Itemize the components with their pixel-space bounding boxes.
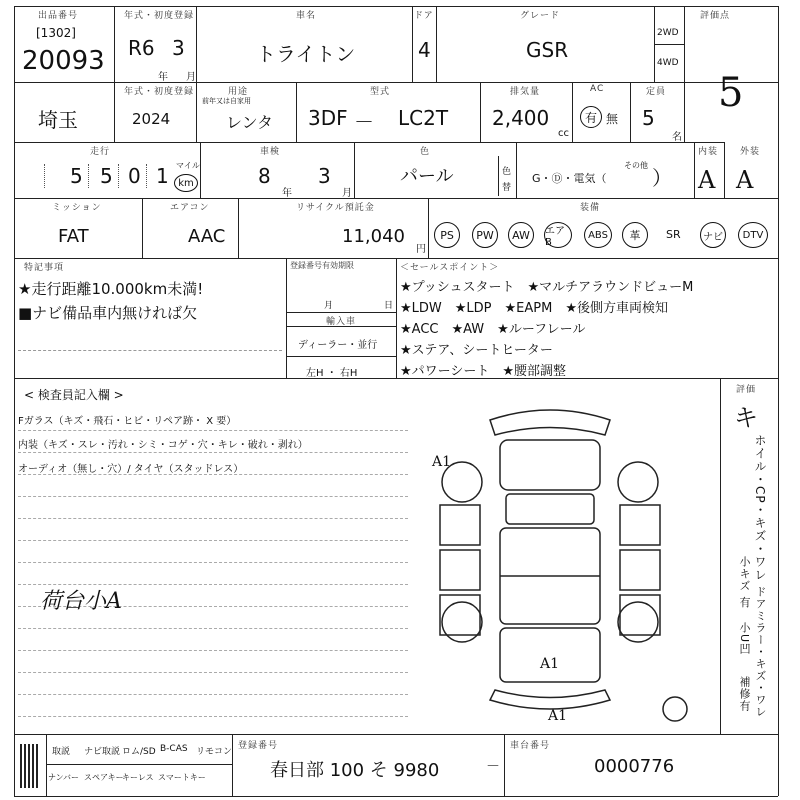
- rear-right-wheel: [618, 602, 658, 642]
- interior-grade: A: [698, 166, 716, 194]
- left-rear-door: [440, 595, 480, 635]
- remark-line-2: ■ナビ備品車内無ければ欠: [18, 304, 198, 322]
- doors-header: ドア: [414, 11, 434, 21]
- mileage-header: 走行: [90, 147, 111, 157]
- seats: 5: [642, 106, 655, 130]
- first-reg-year: 2024: [132, 110, 171, 128]
- front-right-wheel: [618, 462, 658, 502]
- license-plate: 春日部 100 そ 9980: [270, 760, 440, 781]
- model-prefix: 3DF: [308, 106, 348, 130]
- equipment-header: 装備: [580, 203, 601, 213]
- shaken-month: 3: [318, 164, 331, 188]
- aircon: AAC: [188, 226, 226, 247]
- mileage-digit-4: 1: [156, 164, 169, 188]
- fuel-close: ）: [652, 166, 672, 190]
- sales-header: ＜セールスポイント＞: [400, 263, 500, 273]
- interior-header: 内装: [698, 147, 719, 157]
- exterior-header: 外装: [740, 147, 761, 157]
- color-label-1: 色: [502, 167, 512, 177]
- sales-point-1: ★プッシュスタート ★マルチアラウンドビューM: [400, 280, 694, 295]
- lot-number: 20093: [22, 46, 105, 76]
- reg-valid-header: 登録番号有効期限: [290, 261, 354, 270]
- year-era: R6: [128, 36, 155, 60]
- footer-item-4: B-CAS: [160, 744, 188, 754]
- cc: 2,400: [492, 106, 550, 130]
- month-unit: 月: [186, 72, 196, 83]
- equip-navi: ナビ: [700, 222, 726, 248]
- mission: FAT: [58, 226, 89, 247]
- remark-line-1: ★走行距離10.000km未満!: [18, 280, 204, 298]
- right-note-1: ホイル・CP・キズ・ワレ: [753, 434, 767, 582]
- reg-no-header: 登録番号: [238, 741, 279, 751]
- steering: 左H ・ 右H: [306, 368, 358, 379]
- equip-sr: SR: [666, 228, 681, 241]
- import-header: 輸入車: [326, 317, 357, 327]
- mark-front-left: A1: [432, 454, 452, 470]
- shaken-month-unit: 月: [342, 188, 352, 199]
- use-header: 用途: [228, 87, 249, 97]
- grade-header: グレード: [520, 11, 561, 21]
- year-unit: 年: [158, 72, 168, 83]
- ac-no: 無: [606, 112, 619, 126]
- sales-point-2: ★LDW ★LDP ★EAPM ★後側方車両検知: [400, 301, 668, 316]
- footer-item-5: リモコン: [196, 747, 233, 757]
- car-name: トライトン: [256, 42, 356, 66]
- mark-rear: A1: [548, 708, 568, 724]
- right-note-2: 小キズ 有: [738, 556, 751, 609]
- cc-header: 排気量: [510, 87, 541, 97]
- fuel-other: その他: [624, 161, 648, 170]
- mileage-digit-3: 0: [128, 164, 141, 188]
- right-rear-door: [620, 595, 660, 635]
- mission-header: ミッション: [52, 203, 102, 213]
- footer-item-3: ロム/SD: [122, 747, 156, 757]
- lot-prefix: [1302]: [36, 26, 76, 40]
- recycle-header: リサイクル預託金: [296, 203, 375, 213]
- footer-item-2: ナビ取説: [84, 747, 121, 757]
- remarks-header: 特記事項: [24, 263, 65, 273]
- year-month: 3: [172, 36, 185, 60]
- mileage-km-circle: km: [174, 174, 198, 192]
- equip-aw: AW: [508, 222, 534, 248]
- eval-header: 評価: [736, 385, 757, 395]
- right-front-door: [620, 550, 660, 590]
- left-front-door: [440, 550, 480, 590]
- rear-left-wheel: [442, 602, 482, 642]
- year2-header: 年式・初度登録: [124, 87, 195, 97]
- hood: [500, 440, 600, 490]
- front-bumper: [490, 410, 610, 435]
- frame-no-header: 車台番号: [510, 741, 551, 751]
- right-mark: キ: [734, 404, 758, 432]
- score: 5: [718, 70, 744, 116]
- color-header: 色: [420, 147, 431, 157]
- inspector-line-3: オーディオ（無し・穴）/ タイヤ（スタッドレス）: [18, 464, 244, 475]
- shaken-year-unit: 年: [282, 188, 292, 199]
- equip-ps: PS: [434, 222, 460, 248]
- drive-2wd: 2WD: [657, 28, 679, 38]
- sales-point-3: ★ACC ★AW ★ルーフレール: [400, 322, 586, 337]
- windshield: [506, 494, 594, 524]
- footer-item-6: ナンバー: [48, 773, 80, 782]
- sales-point-5: ★パワーシート ★腰部調整: [400, 364, 567, 379]
- bed: [500, 628, 600, 682]
- equip-abs: ABS: [584, 222, 612, 248]
- plate-dash: －: [486, 759, 500, 775]
- reg-valid-month: 月: [324, 301, 334, 311]
- mileage-mile-label: マイル: [176, 161, 200, 170]
- model-suffix: LC2T: [398, 106, 449, 130]
- right-note-4: 小U凹: [738, 622, 751, 656]
- shaken-header: 車検: [260, 147, 281, 157]
- spare-wheel-icon: [660, 694, 690, 724]
- handwritten-note: 荷台小A: [40, 589, 122, 614]
- inspector-line-2: 内装（キズ・スレ・汚れ・シミ・コゲ・穴・キレ・破れ・剥れ）: [18, 440, 308, 451]
- ac-header: AC: [590, 84, 605, 94]
- frame-number: 0000776: [594, 756, 675, 777]
- equip-pw: PW: [472, 222, 498, 248]
- doors: 4: [418, 38, 431, 62]
- recycle-yen: 円: [416, 244, 426, 255]
- region: 埼玉: [38, 108, 78, 132]
- footer-item-8: キーレス: [122, 773, 154, 782]
- aircon-header: エアコン: [170, 203, 210, 213]
- ac-yes-circle: 有: [580, 106, 602, 128]
- footer-item-7: スペアキー: [84, 773, 124, 782]
- equip-leather: 革: [622, 222, 648, 248]
- grade: GSR: [526, 38, 569, 62]
- seats-header: 定員: [646, 87, 667, 97]
- cc-unit: cc: [558, 128, 569, 139]
- seats-unit: 名: [672, 132, 682, 143]
- year-header: 年式・初度登録: [124, 11, 195, 21]
- mileage-digit-2: 5: [100, 164, 113, 188]
- inspector-line-1: Fガラス（キズ・飛石・ヒビ・リペア跡・ X 要）: [18, 416, 237, 427]
- color-label-2: 替: [502, 183, 512, 193]
- equip-dtv: DTV: [738, 222, 768, 248]
- right-fender: [620, 505, 660, 545]
- model-header: 型式: [370, 87, 391, 97]
- rear-bumper: [490, 690, 610, 709]
- prev-use: レンタ: [226, 113, 273, 132]
- mark-center: A1: [540, 656, 560, 672]
- shaken-year: 8: [258, 164, 271, 188]
- score-header: 評価点: [700, 11, 731, 21]
- exterior-grade: A: [736, 166, 754, 194]
- reg-valid-day: 日: [384, 301, 394, 311]
- color: パール: [400, 166, 454, 187]
- right-note-5: 補修有: [738, 676, 751, 712]
- footer-item-9: スマートキー: [158, 773, 206, 782]
- prev-use-note: 前年又は自家用: [202, 97, 251, 105]
- mileage-digit-1: 5: [70, 164, 83, 188]
- drive-4wd: 4WD: [657, 58, 679, 68]
- sales-point-4: ★ステア、シートヒーター: [400, 343, 553, 358]
- name-header: 車名: [296, 11, 317, 21]
- left-fender: [440, 505, 480, 545]
- barcode: [20, 744, 40, 788]
- car-damage-diagram: [420, 400, 680, 730]
- dealer: ディーラー・並行: [298, 340, 378, 351]
- lot-header: 出品番号: [38, 11, 79, 21]
- recycle: 11,040: [342, 226, 405, 247]
- equip-airbag: エアB: [544, 222, 572, 248]
- inspector-title: < 検査員記入欄 >: [24, 388, 124, 402]
- fuel-options: G・Ⓓ・電気（: [532, 172, 607, 185]
- model-dash: －: [354, 110, 374, 134]
- right-note-3: ドアミラー・キズ・ワレ: [754, 586, 767, 718]
- footer-item-1: 取説: [52, 747, 71, 757]
